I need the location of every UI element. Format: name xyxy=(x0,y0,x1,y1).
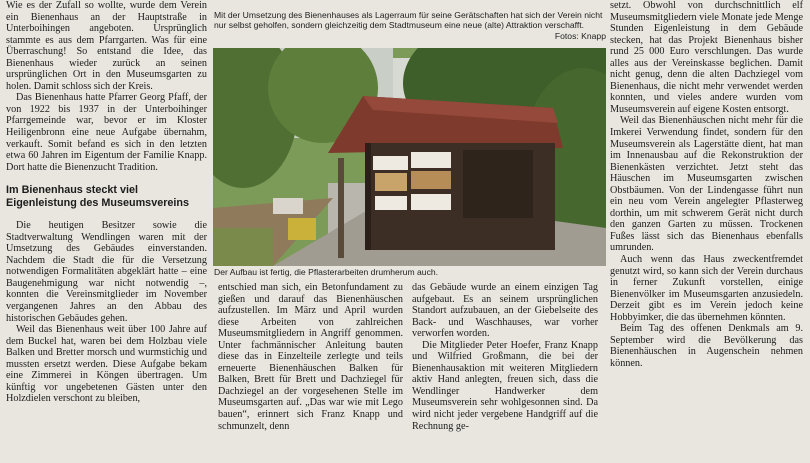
photo-credit: Fotos: Knapp xyxy=(554,30,606,41)
paragraph: Auch wenn das Haus zweckentfremdet genutzt wird, so kann sich der Verein durchaus in ferner Zukunft vorstellen, einige Bienenvölker im Museumsgarten anzusiedeln. Derzeit gibt es im Verein jedoch keine Hobbyimker, die das übernehmen könnten. xyxy=(610,254,803,323)
photo-caption-bottom: Der Aufbau ist fertig, die Pflasterarbeiten drumherum auch. xyxy=(214,267,439,277)
paragraph: Beim Tag des offenen Denkmals am 9. September wird die Bevölkerung das Bienenhäuschen in Augenschein nehmen können. xyxy=(610,323,803,369)
subheading: Im Bienenhaus steckt viel Eigenleistung des Museumsvereins xyxy=(6,184,190,210)
paragraph: entschied man sich, ein Betonfundament zu gießen und darauf das Bienenhäuschen aufzustellen. Im März und April wurden diese Arbeiten von zahlreichen Museumsmitgliedern in Angriff genommen. Unter fachmännischer Anleitung bauten diese das in Einzelteile zerlegte und teils erneuerte Bienenhäuschen Balken für Balken, Brett für Brett und Dachziegel für Dachziegel an der vorgesehenen Stelle im Museumsgarten auf. „Das war wie mit Lego bauen“, erinnert sich Franz Knapp und schmunzelt, denn xyxy=(218,282,403,432)
photo-caption-top xyxy=(214,10,606,41)
paragraph: setzt. Obwohl von durchschnittlich elf Museumsmitgliedern viele Monate jede Menge Stunden Eigenleistung in dem Gebäude stecken, hat das Projekt Bienenhaus bisher rund 25 000 Euro verschlungen. Das wurde alles aus der Vereinskasse beglichen. Damit nicht genug, denn die alten Dachziegel vom Bienenhaus, die nicht mehr verwendet werden konnten, und vieles andere wurden vom Museumsverein auf eigene Kosten entsorgt. xyxy=(610,0,803,115)
article-column-4 xyxy=(610,0,803,370)
article-column-2 xyxy=(218,282,403,432)
bee-house-photo xyxy=(213,48,606,266)
article-column-3 xyxy=(412,282,598,432)
paragraph: Weil das Bienenhäuschen nicht mehr für die Imkerei Verwendung findet, sondern für den Museumsverein als Lagerstätte dient, hat man im Innenausbau auf die Rekonstruktion der Bienenkästen verzichtet. Jetzt steht das Häuschen im Museumsgarten zwischen Obstbäumen. Von der Lindengasse führt nun ein neu vom Verein angelegter Pflasterweg dorthin, um mit schwerem Gerät nicht durch den ganzen Garten zu müssen. Trockenen Fußes lässt sich das Bienenhaus ebenfalls umrunden. xyxy=(610,115,803,254)
paragraph: das Gebäude wurde an einem einzigen Tag aufgebaut. Es an seinem ursprünglichen Standort aufzubauen, an der Giebelseite des Back- und Waschhauses, war vorher verworfen worden. xyxy=(412,282,598,340)
article-column-1 xyxy=(6,0,207,405)
paragraph: Die Mitglieder Peter Hoefer, Franz Knapp und Wilfried Großmann, die bei der Bienenhausaktion mit weiteren Mitgliedern aktiv Hand anlegten, freuen sich, dass die Wendlinger Handwerker dem Museumsverein sehr wohlgesonnen sind. Da wird nicht jeder vergebene Handgriff auf die Rechnung ge- xyxy=(412,339,598,432)
bee-house-illustration xyxy=(213,48,606,266)
paragraph: Wie es der Zufall so wollte, wurde dem Verein ein Bienenhaus an der Hauptstraße in Unterboihingen angeboten. Ursprünglich stammte es aus dem Pfarrgarten. Was für eine Überraschung! So entstand die Idee, das Bienenhaus wieder zurück an seinen ursprünglichen Ort in den Museumsgarten zu holen. Damit schloss sich der Kreis. xyxy=(6,0,207,92)
caption-text: Mit der Umsetzung des Bienenhauses als Lagerraum für seine Gerätschaften hat sich der Verein nicht nur selbst geholfen, sondern gleichzeitig dem Stadtmuseum eine neue (alte) Attraktion verschafft. xyxy=(214,10,603,31)
paragraph: Die heutigen Besitzer sowie die Stadtverwaltung Wendlingen waren mit der Umsetzung des Gebäudes einverstanden. Nachdem die Stadt die für die Versetzung notwendigen Formalitäten abgeklärt hatte – eine Baugenehmigung war nicht notwendig –, konnten die Vereinsmitglieder im November vergangenen Jahres an den Abbau des historischen Gebäudes gehen. xyxy=(6,220,207,324)
paragraph: Weil das Bienenhaus weit über 100 Jahre auf dem Buckel hat, waren bei dem Holzbau viele Balken und Bretter morsch und wurmstichig und mussten ersetzt werden. Diese Aufgabe bekam eine Zimmerei in Köngen übertragen. Um künftig vor ungebetenen Gästen unter den Holzdielen verschont zu bleiben, xyxy=(6,324,207,405)
paragraph: Das Bienenhaus hatte Pfarrer Georg Pfaff, der von 1922 bis 1937 in der Unterboihinger Pfarrgemeinde war, bevor er im Kloster Heiligenbronn eine neue Aufgabe übernahm, verkauft. Somit befand es sich in den letzten etwa 60 Jahren im Eigentum der Familie Knapp. Dort hatte die Bienenzucht Tradition. xyxy=(6,92,207,173)
